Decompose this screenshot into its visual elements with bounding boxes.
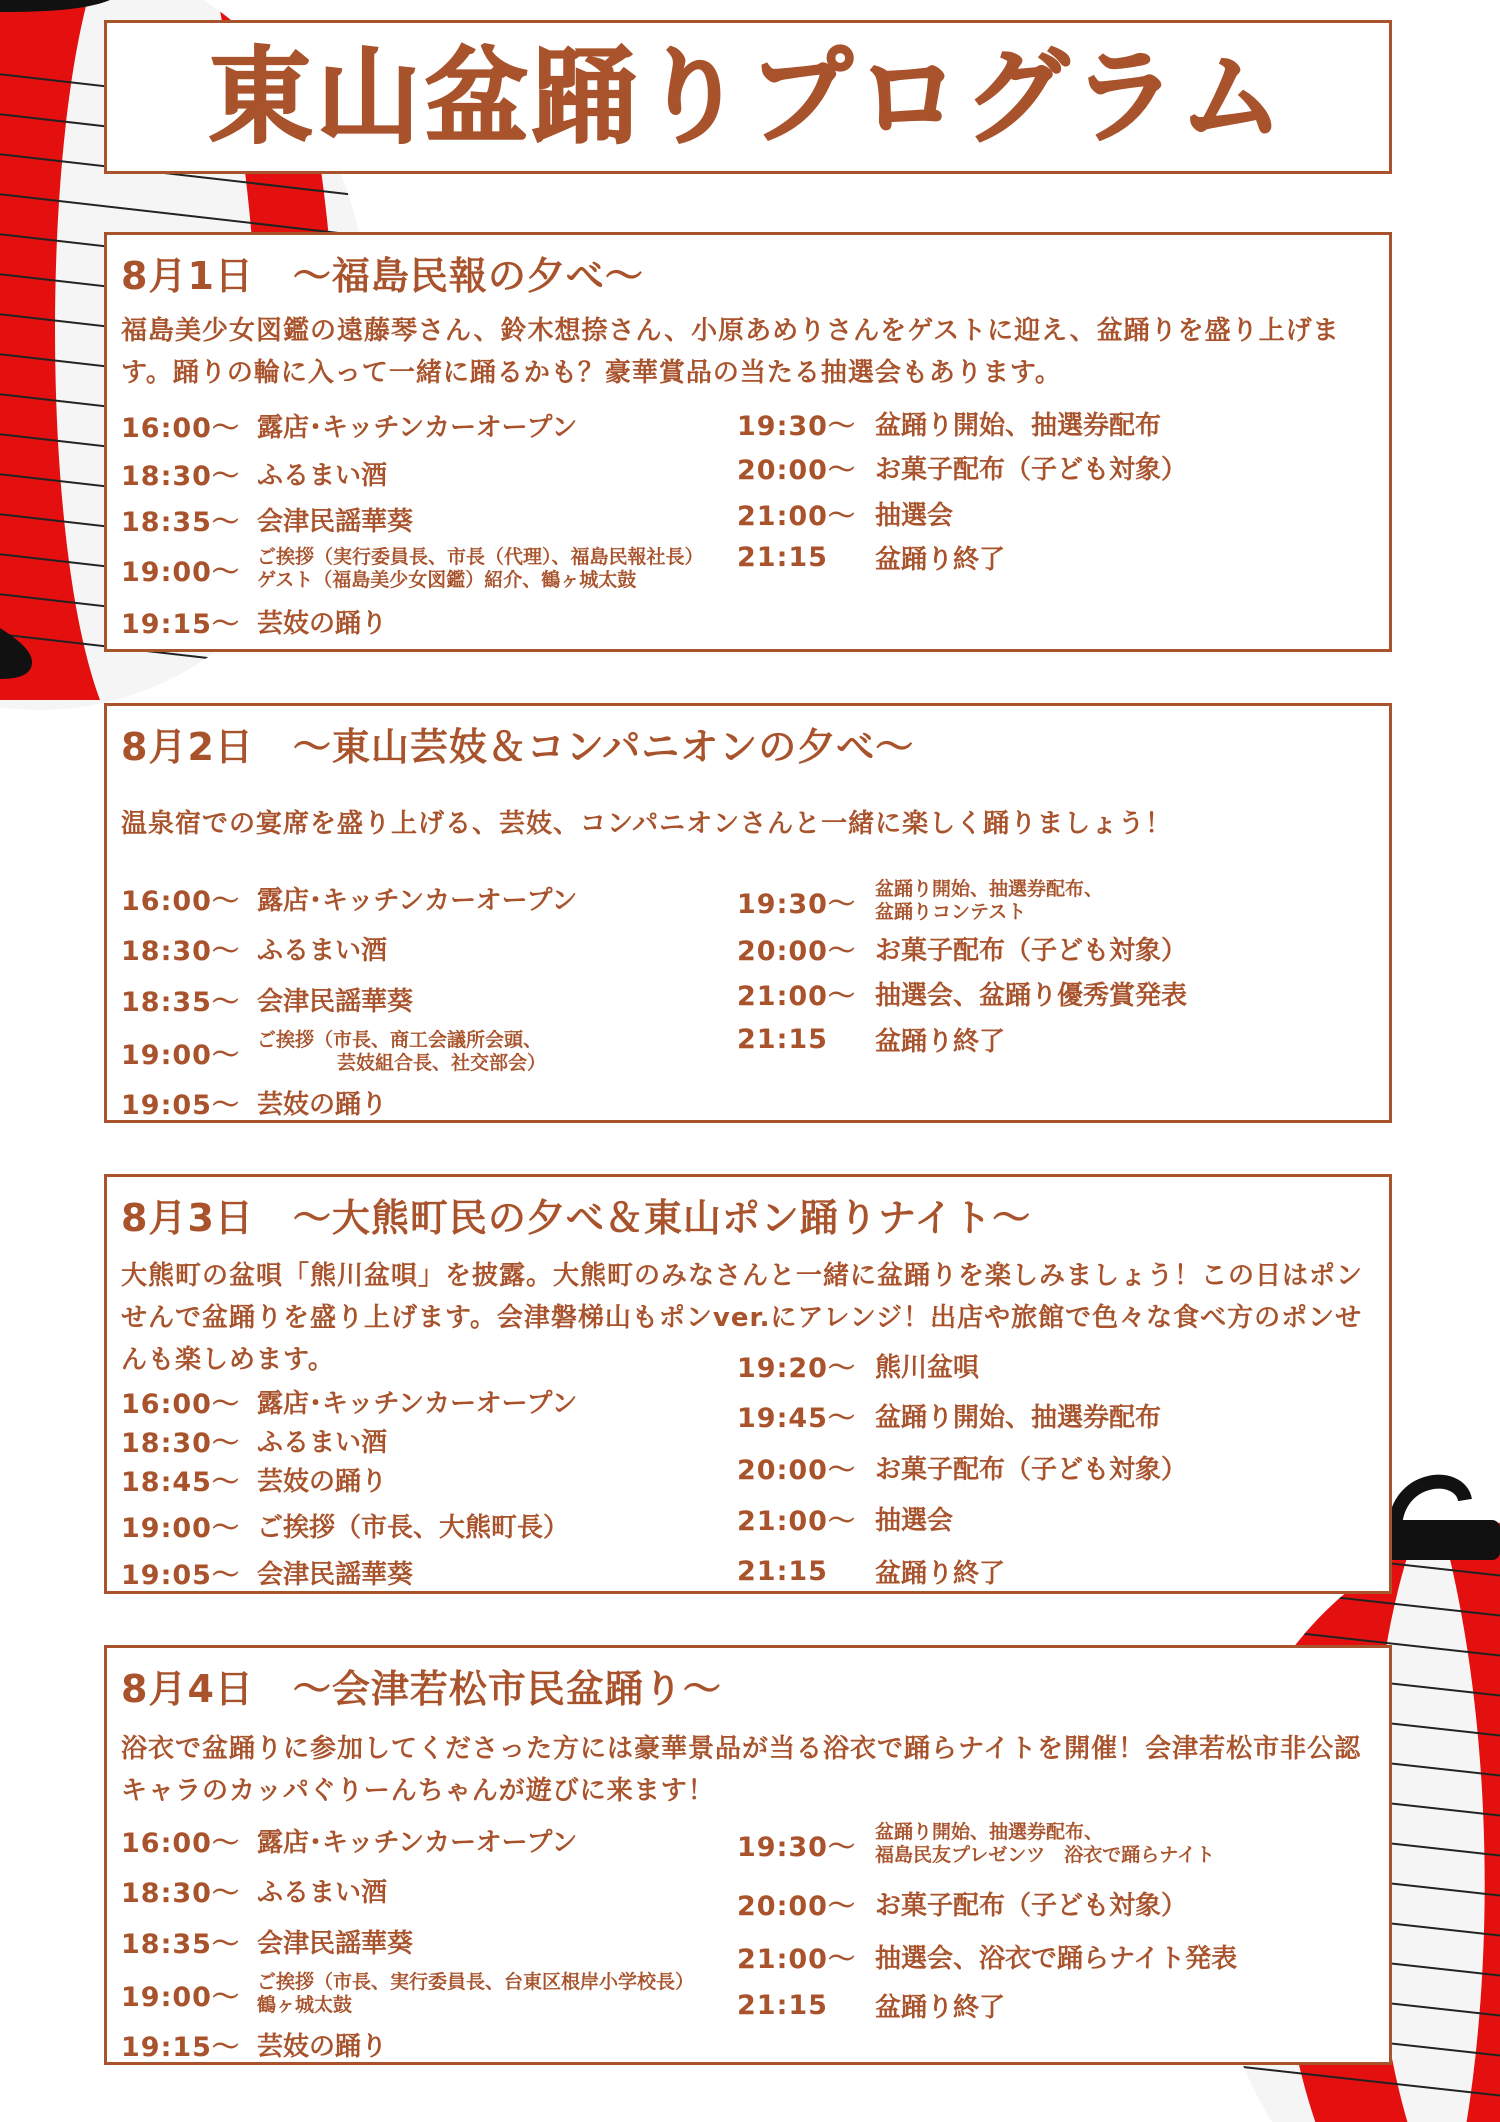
time: 18:30〜 — [121, 1427, 240, 1459]
time: 18:30〜 — [121, 1877, 240, 1909]
time: 21:00〜 — [737, 1943, 856, 1975]
schedule-row — [737, 1883, 1187, 1923]
event: ご挨拶（市長、商工会議所会頭、 — [257, 1029, 543, 1051]
time: 21:15 — [737, 1023, 828, 1055]
time: 21:00〜 — [737, 500, 856, 532]
time: 18:30〜 — [121, 460, 240, 492]
event: 抽選会、盆踊り優秀賞発表 — [875, 980, 1188, 1011]
event: ふるまい酒 — [257, 460, 388, 491]
title-banner — [104, 20, 1392, 174]
event-line2: 鶴ヶ城太鼓 — [257, 1994, 353, 2016]
schedule-row — [121, 1966, 694, 2022]
event: ご挨拶（市長、大熊町長） — [257, 1512, 570, 1543]
time: 16:00〜 — [121, 1827, 240, 1859]
schedule-row — [121, 1921, 413, 1961]
schedule-row — [121, 1084, 387, 1120]
schedule-row — [737, 1347, 979, 1383]
page-title: 東山盆踊りプログラム — [208, 36, 1288, 158]
event: 芸妓の踊り — [257, 1089, 388, 1120]
schedule-row — [737, 928, 1187, 968]
time: 19:05〜 — [121, 1559, 240, 1591]
time: 18:35〜 — [121, 986, 240, 1018]
event-line2: 芸妓組合長、社交部会） — [337, 1052, 547, 1074]
event: 抽選会 — [875, 1505, 954, 1536]
schedule-row — [121, 1554, 413, 1590]
time: 18:30〜 — [121, 935, 240, 967]
schedule-row — [737, 1397, 1161, 1433]
schedule-row — [121, 1024, 546, 1080]
schedule-row — [121, 453, 387, 493]
event: ふるまい酒 — [257, 1427, 388, 1458]
schedule-row — [121, 601, 387, 641]
event: 盆踊り終了 — [875, 544, 1006, 575]
event: お菓子配布（子ども対象） — [875, 935, 1188, 966]
schedule-row — [121, 1422, 387, 1458]
event: ふるまい酒 — [257, 1877, 388, 1908]
day-description: 温泉宿での宴席を盛り上げる、芸妓、コンパニオンさんと一緒に楽しく踊りましょう！ — [121, 809, 1173, 839]
time: 20:00〜 — [737, 1890, 856, 1922]
day-section-1 — [104, 232, 1392, 652]
day-section-3 — [104, 1174, 1392, 1594]
event: 盆踊り開始、抽選券配布 — [875, 410, 1162, 441]
event: 会津民謡華葵 — [257, 986, 414, 1017]
schedule-row — [121, 1870, 387, 1910]
event: お菓子配布（子ども対象） — [875, 1890, 1188, 1921]
event: 露店･キッチンカーオープン — [257, 1827, 578, 1858]
event: 露店･キッチンカーオープン — [257, 412, 578, 443]
event: お菓子配布（子ども対象） — [875, 1454, 1188, 1485]
event: 芸妓の踊り — [257, 2031, 388, 2062]
event: 芸妓の踊り — [257, 608, 388, 639]
schedule-row — [121, 1461, 387, 1497]
schedule-row — [121, 1820, 577, 1860]
time: 18:45〜 — [121, 1466, 240, 1498]
day-section-2 — [104, 703, 1392, 1123]
event: 会津民謡華葵 — [257, 1559, 414, 1590]
event-line2: 福島民友プレゼンツ 浴衣で踊らナイト — [875, 1844, 1215, 1866]
schedule-row — [121, 979, 413, 1019]
time: 19:30〜 — [737, 1831, 856, 1863]
event: 盆踊り終了 — [875, 1026, 1006, 1057]
time: 19:20〜 — [737, 1352, 856, 1384]
day-heading: 8月4日 〜会津若松市民盆踊り〜 — [121, 1667, 722, 1711]
day-description: 福島美少女図鑑の遠藤琴さん、鈴木想捺さん、小原あめりさんをゲストに迎え、盆踊りを盛り上げます。踊りの輪に入って一緒に踊るかも？豪華賞品の当たる抽選会もあります。 — [121, 316, 1340, 388]
time: 18:35〜 — [121, 506, 240, 538]
time: 18:35〜 — [121, 1928, 240, 1960]
schedule-row — [737, 1500, 953, 1536]
schedule-row — [121, 2026, 387, 2062]
time: 19:30〜 — [737, 410, 856, 442]
schedule-row — [737, 537, 1005, 577]
day-heading: 8月2日 〜東山芸妓＆コンパニオンの夕べ〜 — [121, 725, 915, 769]
schedule-row — [121, 1383, 577, 1419]
event: 盆踊り開始、抽選券配布 — [875, 1402, 1162, 1433]
schedule-row — [737, 403, 1161, 443]
event-line2: ゲスト（福島美少女図鑑）紹介、鶴ヶ城太鼓 — [257, 569, 637, 591]
time: 21:15 — [737, 1989, 828, 2021]
time: 21:00〜 — [737, 1505, 856, 1537]
time: 16:00〜 — [121, 1388, 240, 1420]
time: 19:00〜 — [121, 1981, 240, 2013]
event: 露店･キッチンカーオープン — [257, 1388, 578, 1419]
schedule-row — [737, 1449, 1187, 1485]
day-heading: 8月3日 〜大熊町民の夕べ＆東山ポン踊りナイト〜 — [121, 1196, 1032, 1240]
schedule-row — [121, 499, 413, 539]
schedule-row — [737, 493, 953, 533]
time: 19:15〜 — [121, 608, 240, 640]
day-section-4 — [104, 1645, 1392, 2065]
time: 21:15 — [737, 541, 828, 573]
event: 会津民謡華葵 — [257, 506, 414, 537]
schedule-row — [121, 928, 387, 968]
event: 抽選会 — [875, 500, 954, 531]
day-description: 大熊町の盆唄「熊川盆唄」を披露。大熊町のみなさんと一緒に盆踊りを楽しみましょう！この日はポンせんで盆踊りを盛り上げます。会津磐梯山もポンver.にアレンジ！出店や旅館で色々な食べ方のポンせんも楽しめます。 — [121, 1261, 1364, 1375]
event: ご挨拶（市長、実行委員長、台東区根岸小学校長） — [257, 1971, 695, 1993]
schedule-row — [737, 873, 1103, 929]
day-heading: 8月1日 〜福島民報の夕べ〜 — [121, 254, 644, 298]
event: 熊川盆唄 — [875, 1352, 980, 1383]
schedule-row — [121, 878, 577, 918]
schedule-row — [121, 543, 704, 595]
schedule-row — [737, 1019, 1005, 1059]
time: 19:00〜 — [121, 556, 240, 588]
time: 19:05〜 — [121, 1089, 240, 1121]
schedule-row — [737, 973, 1187, 1013]
event: 盆踊り終了 — [875, 1992, 1006, 2023]
event: ふるまい酒 — [257, 935, 388, 966]
time: 19:00〜 — [121, 1512, 240, 1544]
event: 抽選会、浴衣で踊らナイト発表 — [875, 1943, 1238, 1974]
time: 21:15 — [737, 1555, 828, 1587]
schedule-row — [737, 1985, 1005, 2025]
schedule-row — [737, 1553, 1005, 1589]
time: 16:00〜 — [121, 412, 240, 444]
schedule-row — [737, 1816, 1215, 1872]
event: ご挨拶（実行委員長、市長（代理）、福島民報社長） — [257, 546, 704, 568]
event: 露店･キッチンカーオープン — [257, 885, 578, 916]
event-line2: 盆踊りコンテスト — [875, 901, 1027, 923]
time: 16:00〜 — [121, 885, 240, 917]
schedule-row — [737, 1936, 1237, 1976]
schedule-row — [121, 1507, 569, 1543]
event: 盆踊り開始、抽選券配布、 — [875, 878, 1104, 900]
schedule-row — [121, 405, 577, 445]
event: 盆踊り終了 — [875, 1558, 1006, 1589]
day-description: 浴衣で盆踊りに参加してくださった方には豪華景品が当る浴衣で踊らナイトを開催！会津若松市非公認キャラのカッパぐりーんちゃんが遊びに来ます！ — [121, 1734, 1362, 1806]
time: 21:00〜 — [737, 980, 856, 1012]
event: 芸妓の踊り — [257, 1466, 388, 1497]
time: 20:00〜 — [737, 454, 856, 486]
time: 20:00〜 — [737, 935, 856, 967]
event: お菓子配布（子ども対象） — [875, 454, 1188, 485]
time: 19:30〜 — [737, 888, 856, 920]
event: 会津民謡華葵 — [257, 1928, 414, 1959]
schedule-row — [737, 447, 1187, 487]
event: 盆踊り開始、抽選券配布、 — [875, 1821, 1104, 1843]
time: 19:15〜 — [121, 2031, 240, 2063]
time: 20:00〜 — [737, 1454, 856, 1486]
time: 19:45〜 — [737, 1402, 856, 1434]
time: 19:00〜 — [121, 1039, 240, 1071]
